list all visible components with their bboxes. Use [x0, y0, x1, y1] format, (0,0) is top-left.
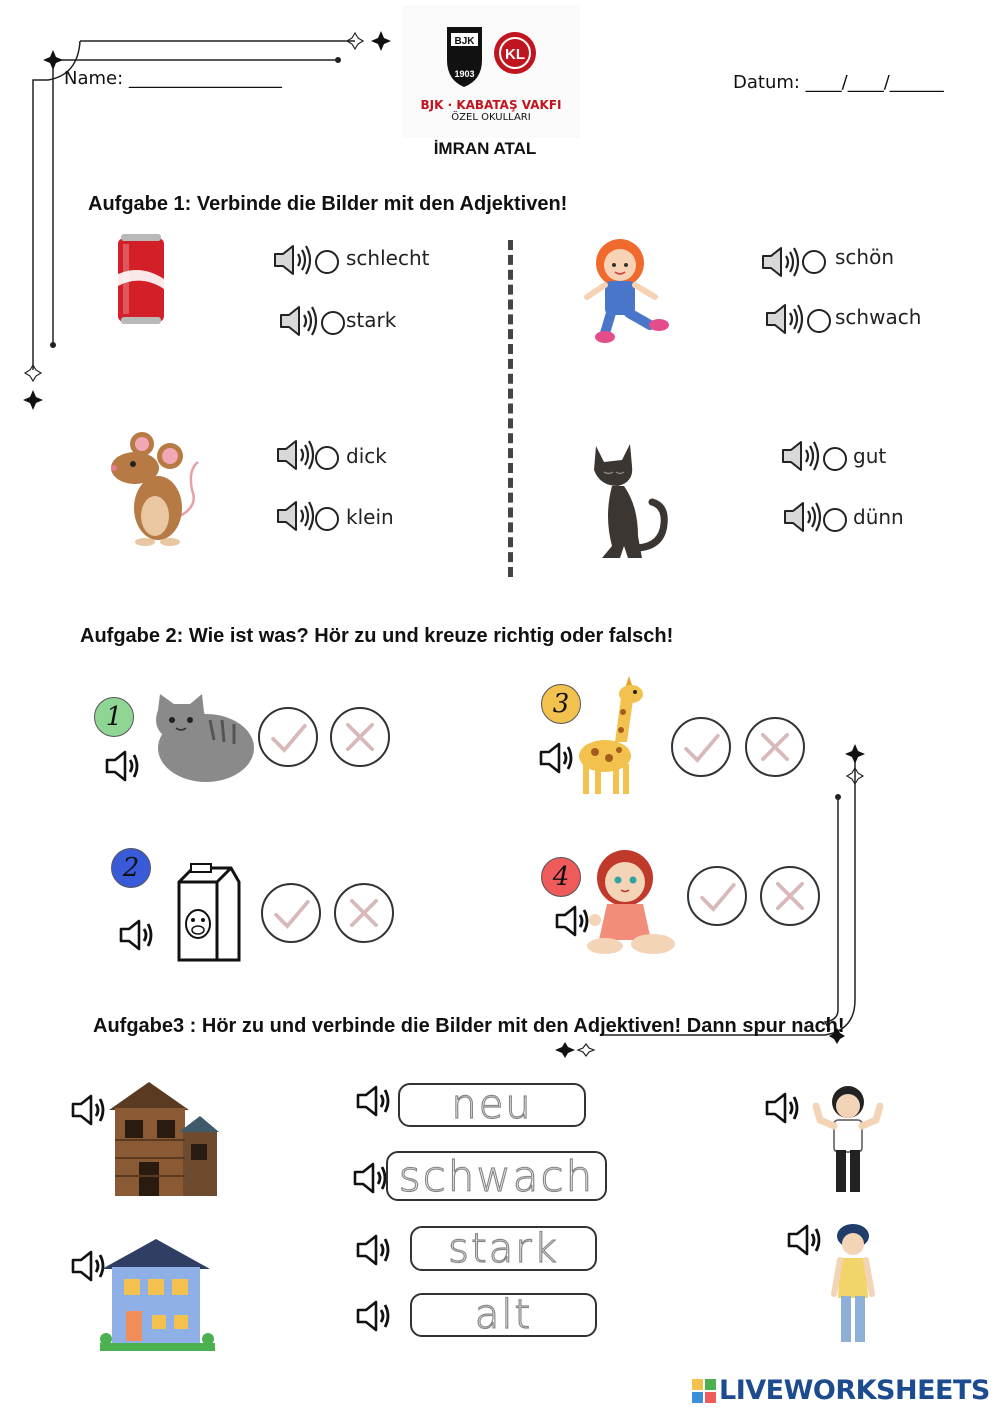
soda-can-icon	[115, 234, 167, 324]
logo-crests	[402, 5, 580, 90]
option-duenn: dünn	[853, 505, 904, 529]
speaker-icon[interactable]	[538, 740, 580, 776]
speaker-icon[interactable]	[355, 1232, 397, 1268]
number-badge-2: 2	[111, 848, 151, 888]
speaker-icon[interactable]	[764, 301, 806, 337]
option-gut: gut	[853, 444, 887, 468]
false-cross-option[interactable]	[334, 883, 394, 943]
option-klein: klein	[346, 505, 394, 529]
logo-left-year: 1903	[454, 69, 475, 79]
logo-right-letters: KL	[505, 46, 525, 63]
number-badge-4: 4	[541, 857, 581, 897]
answer-circle[interactable]	[315, 507, 339, 531]
trace-box-schwach[interactable]: schwach	[386, 1151, 607, 1201]
school-subtitle: ÖZEL OKULLARI	[451, 112, 531, 123]
true-check-option[interactable]	[261, 883, 321, 943]
speaker-icon[interactable]	[275, 437, 317, 473]
option-dick: dick	[346, 444, 387, 468]
task2-title: Aufgabe 2: Wie ist was? Hör zu und kreuze richtig oder falsch!	[80, 625, 674, 647]
task1-title: Aufgabe 1: Verbinde die Bilder mit den Adjektiven!	[88, 193, 568, 215]
speaker-icon[interactable]	[118, 917, 160, 953]
check-icon	[263, 885, 319, 941]
speaker-icon[interactable]	[278, 303, 320, 339]
new-house-icon	[100, 1235, 215, 1355]
answer-circle[interactable]	[823, 508, 847, 532]
speaker-icon[interactable]	[104, 748, 146, 784]
speaker-icon[interactable]	[275, 498, 317, 534]
speaker-icon[interactable]	[760, 244, 802, 280]
answer-circle[interactable]	[807, 309, 831, 333]
speaker-icon[interactable]	[554, 903, 596, 939]
speaker-icon[interactable]	[272, 242, 314, 278]
answer-circle[interactable]	[823, 447, 847, 471]
logo-left-letters: BJK	[454, 36, 475, 47]
option-schwach: schwach	[835, 305, 922, 329]
strong-girl-icon	[808, 1080, 888, 1198]
cross-icon	[762, 868, 818, 924]
speaker-icon[interactable]	[355, 1083, 397, 1119]
option-schoen: schön	[835, 245, 895, 269]
number-badge-3: 3	[541, 684, 581, 724]
answer-circle[interactable]	[315, 250, 339, 274]
liveworksheets-brand: LIVEWORKSHEETS	[719, 1375, 990, 1406]
school-logo	[402, 5, 580, 138]
milk-carton-icon	[165, 862, 245, 967]
cat-icon	[582, 436, 682, 564]
task3-title: Aufgabe3 : Hör zu und verbinde die Bilder mit den Adjektiven! Dann spur nach!	[93, 1015, 845, 1037]
giraffe-icon	[575, 672, 650, 797]
false-cross-option[interactable]	[760, 866, 820, 926]
option-schlecht: schlecht	[346, 246, 430, 270]
trace-box-neu[interactable]: neu	[398, 1083, 586, 1127]
trace-box-stark[interactable]: stark	[410, 1226, 597, 1271]
school-name: BJK · KABATAŞ VAKFI	[420, 98, 562, 112]
check-icon	[260, 709, 316, 765]
true-check-option[interactable]	[258, 707, 318, 767]
speaker-icon[interactable]	[786, 1222, 828, 1258]
check-icon	[673, 719, 729, 775]
false-cross-option[interactable]	[330, 707, 390, 767]
answer-circle[interactable]	[315, 446, 339, 470]
answer-circle[interactable]	[802, 250, 826, 274]
speaker-icon[interactable]	[780, 438, 822, 474]
true-check-option[interactable]	[671, 717, 731, 777]
fat-cat-icon	[140, 690, 255, 785]
liveworksheets-logo-icon	[692, 1379, 716, 1403]
true-check-option[interactable]	[687, 866, 747, 926]
cross-icon	[332, 709, 388, 765]
answer-circle[interactable]	[321, 311, 345, 335]
teacher-name: İMRAN ATAL	[433, 139, 537, 158]
old-house-icon	[105, 1080, 220, 1200]
mouse-icon	[100, 430, 210, 548]
trace-box-alt[interactable]: alt	[410, 1293, 597, 1337]
date-field[interactable]: Datum: ____/____/______	[733, 72, 944, 93]
check-icon	[689, 868, 745, 924]
name-field[interactable]: Name: _________________	[64, 68, 282, 89]
liveworksheets-logo	[692, 1375, 990, 1406]
number-badge-1: 1	[94, 697, 134, 737]
speaker-icon[interactable]	[764, 1090, 806, 1126]
false-cross-option[interactable]	[745, 717, 805, 777]
speaker-icon[interactable]	[355, 1298, 397, 1334]
rag-doll-icon	[575, 235, 675, 345]
sitting-doll-icon	[585, 848, 680, 958]
cross-icon	[747, 719, 803, 775]
dashed-divider	[508, 240, 513, 577]
cross-icon	[336, 885, 392, 941]
weak-person-icon	[826, 1220, 886, 1350]
speaker-icon[interactable]	[782, 499, 824, 535]
option-stark: stark	[346, 308, 397, 332]
